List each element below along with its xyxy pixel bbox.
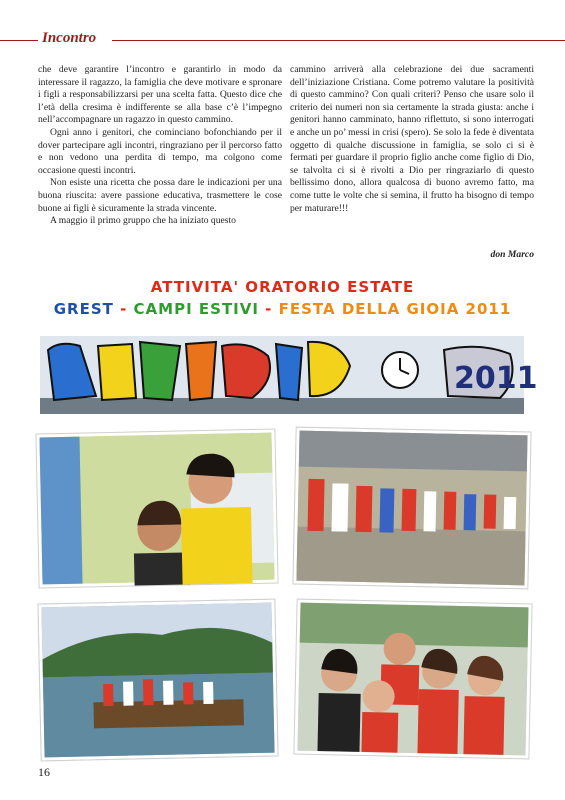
grest-label: GREST xyxy=(53,300,114,318)
page-header xyxy=(0,26,565,48)
article-column-right xyxy=(290,64,534,215)
campi-label: CAMPI ESTIVI xyxy=(133,300,259,318)
graffiti-mural-photo xyxy=(40,336,538,414)
paragraph: che deve garantire l’incontro e garantirlo in modo da interessare il ragazzo, la famiglia che deve motivare e spronare i figli a responsabilizzarsi per una scelta fatta. Questo dice che l’età della cresima è indifferente se alla base c’è l’impegno nell’accompagnare un ragazzo in questo cammino. xyxy=(38,64,282,126)
dash-separator: - xyxy=(258,300,279,318)
header-rule-right xyxy=(112,40,565,41)
group-selfie-photo xyxy=(294,600,531,759)
two-leaders-photo xyxy=(36,430,277,588)
header-rule-left xyxy=(0,40,38,41)
dash-separator: - xyxy=(113,300,134,318)
paragraph: Non esiste una ricetta che possa dare le indicazioni per una buona riuscita: avere passione educativa, trasmettere le cose buone ai figli è sicuramente la strada vincente. xyxy=(38,177,282,214)
activities-subheading xyxy=(0,300,565,318)
lake-raft-photo xyxy=(38,600,277,761)
festa-label: FESTA DELLA GIOIA 2011 xyxy=(278,300,512,318)
section-title: Incontro xyxy=(42,30,97,46)
paragraph: cammino arriverà alla celebrazione dei due sacramenti dell’iniziazione Cristiana. Come potremo valutare la positività di questo cammino? Con quali criteri? Penso che usare solo il criterio dei numeri non sia certamente la strada giusta: anche i genitori hanno camminato, hanno riflettuto, si sono interrogati e anche un po’ messi in crisi (spero). Se solo la fede è diventata oggetto di qualche discussione in famiglia, se solo ci si è fermati per guardare il proprio figlio anche come figlio di Dio, se talvolta ci si è rivolti a Dio per ringraziarlo di questo bellissimo dono, allora qualcosa di buono avremo fatto, ma come tutte le volte che si semina, il frutto ha bisogno di tempo per maturare!!! xyxy=(290,64,534,214)
article-column-left xyxy=(38,64,282,228)
paragraph: A maggio il primo gruppo che ha iniziato questo xyxy=(50,215,236,227)
kids-line-game-photo xyxy=(293,428,530,589)
page-number: 16 xyxy=(38,765,50,779)
paragraph: Ogni anno i genitori, che cominciano bofonchiando per il dover partecipare agli incontri, ringraziano per il percorso fatto e non vedono una perdita di tempo, ma colgono come occasione questi incontri. xyxy=(38,126,282,176)
author-signature: don Marco xyxy=(490,249,534,260)
svg-text:2011: 2011 xyxy=(454,361,538,396)
activities-heading: ATTIVITA' ORATORIO ESTATE xyxy=(150,278,415,296)
